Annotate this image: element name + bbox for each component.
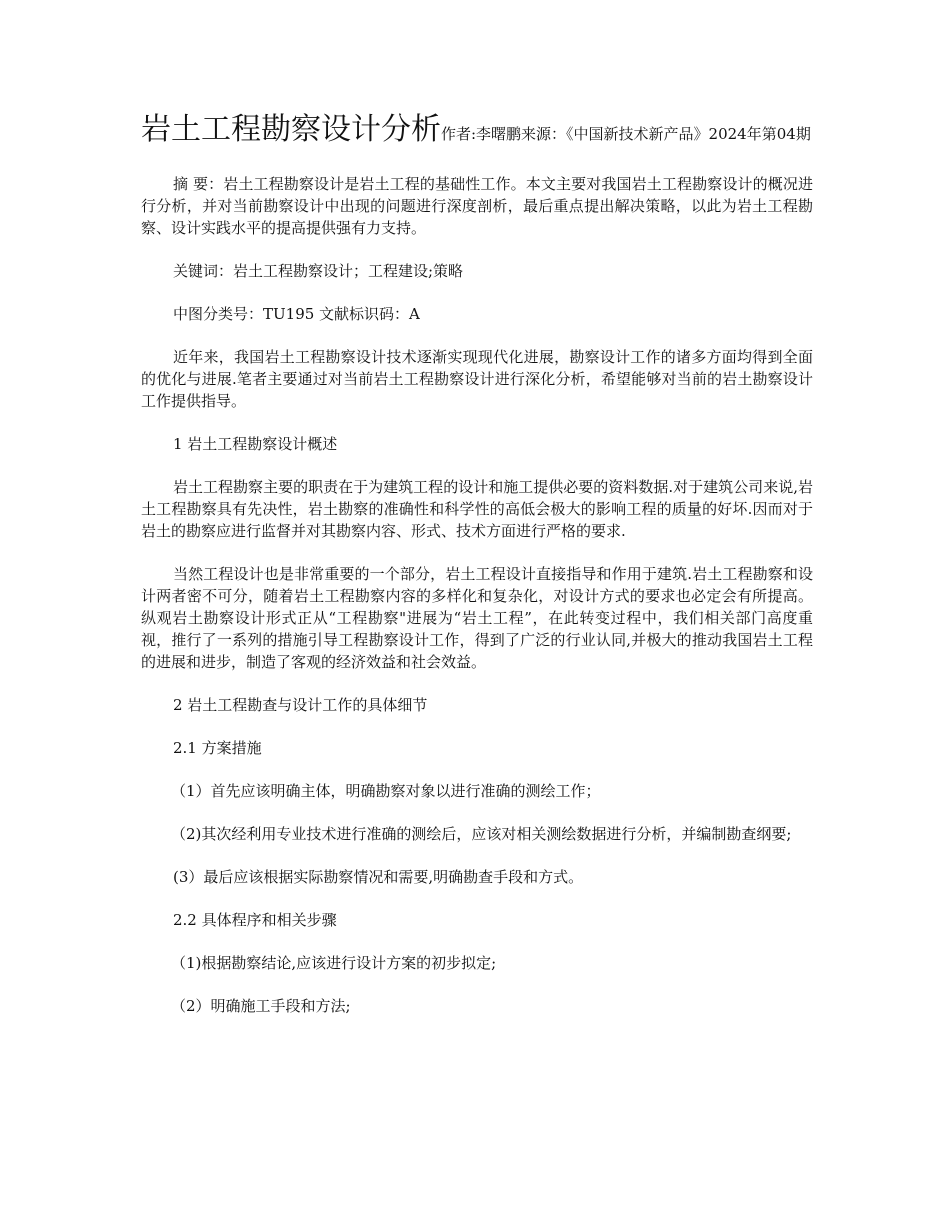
list-item: （1）首先应该明确主体，明确勘察对象以进行准确的测绘工作； [171, 782, 601, 800]
body-paragraph: 当然工程设计也是非常重要的一个部分，岩土工程设计直接指导和作用于建筑.岩土工程勘察和设计两者密不可分，随着岩土工程勘察内容的多样化和复杂化，对设计方式的要求也必定会有所提高。纵观岩土勘察设计形式正从“工程勘察"进展为“岩土工程”，在此转变过程中，我们相关部门高度重视，推行了一系列的措施引导工程勘察设计工作，得到了广泛的行业认同,并极大的推动我国岩土工程的进展和进步，制造了客观的经济效益和社会效益。 [141, 565, 813, 671]
list-item: （2)其次经利用专业技术进行准确的测绘后，应该对相关测绘数据进行分析，并编制勘查纲要; [171, 825, 792, 843]
classification-paragraph: 中图分类号：TU195 文献标识码：A [173, 305, 420, 323]
keywords-paragraph: 关键词：岩土工程勘察设计；工程建设;策略 [173, 262, 464, 280]
body-paragraph: 岩土工程勘察主要的职责在于为建筑工程的设计和施工提供必要的资料数据.对于建筑公司来说,岩土工程勘察具有先决性，岩土勘察的准确性和科学性的高低会极大的影响工程的质量的好坏.因而对于岩土的勘察应进行监督并对其勘察内容、形式、技术方面进行严格的要求. [141, 478, 813, 540]
abstract-paragraph: 摘 要：岩土工程勘察设计是岩土工程的基础性工作。本文主要对我国岩土工程勘察设计的概况进行分析，并对当前勘察设计中出现的问题进行深度剖析，最后重点提出解决策略，以此为岩土工程勘察、设计实践水平的提高提供强有力支持。 [141, 175, 813, 237]
article-header [141, 110, 813, 150]
section-heading: 2 岩土工程勘查与设计工作的具体细节 [173, 696, 428, 714]
subsection-heading: 2.2 具体程序和相关步骤 [173, 911, 337, 929]
subsection-heading: 2.1 方案措施 [173, 739, 262, 757]
article-meta: 作者:李曙鹏来源：《中国新技术新产品》2024年第04期 [441, 125, 811, 143]
list-item: （1)根据勘察结论,应该进行设计方案的初步拟定; [171, 954, 497, 972]
article-title: 岩土工程勘察设计分析 [141, 112, 441, 147]
document-page [141, 110, 813, 1017]
section-heading: 1 岩土工程勘察设计概述 [173, 435, 338, 453]
intro-paragraph: 近年来，我国岩土工程勘察设计技术逐渐实现现代化进展，勘察设计工作的诸多方面均得到全面的优化与进展.笔者主要通过对当前岩土工程勘察设计进行深化分析，希望能够对当前的岩土勘察设计工作提供指导。 [141, 348, 813, 410]
list-item: （2）明确施工手段和方法; [171, 997, 351, 1015]
list-item: (3）最后应该根据实际勘察情况和需要,明确勘查手段和方式。 [173, 868, 584, 886]
